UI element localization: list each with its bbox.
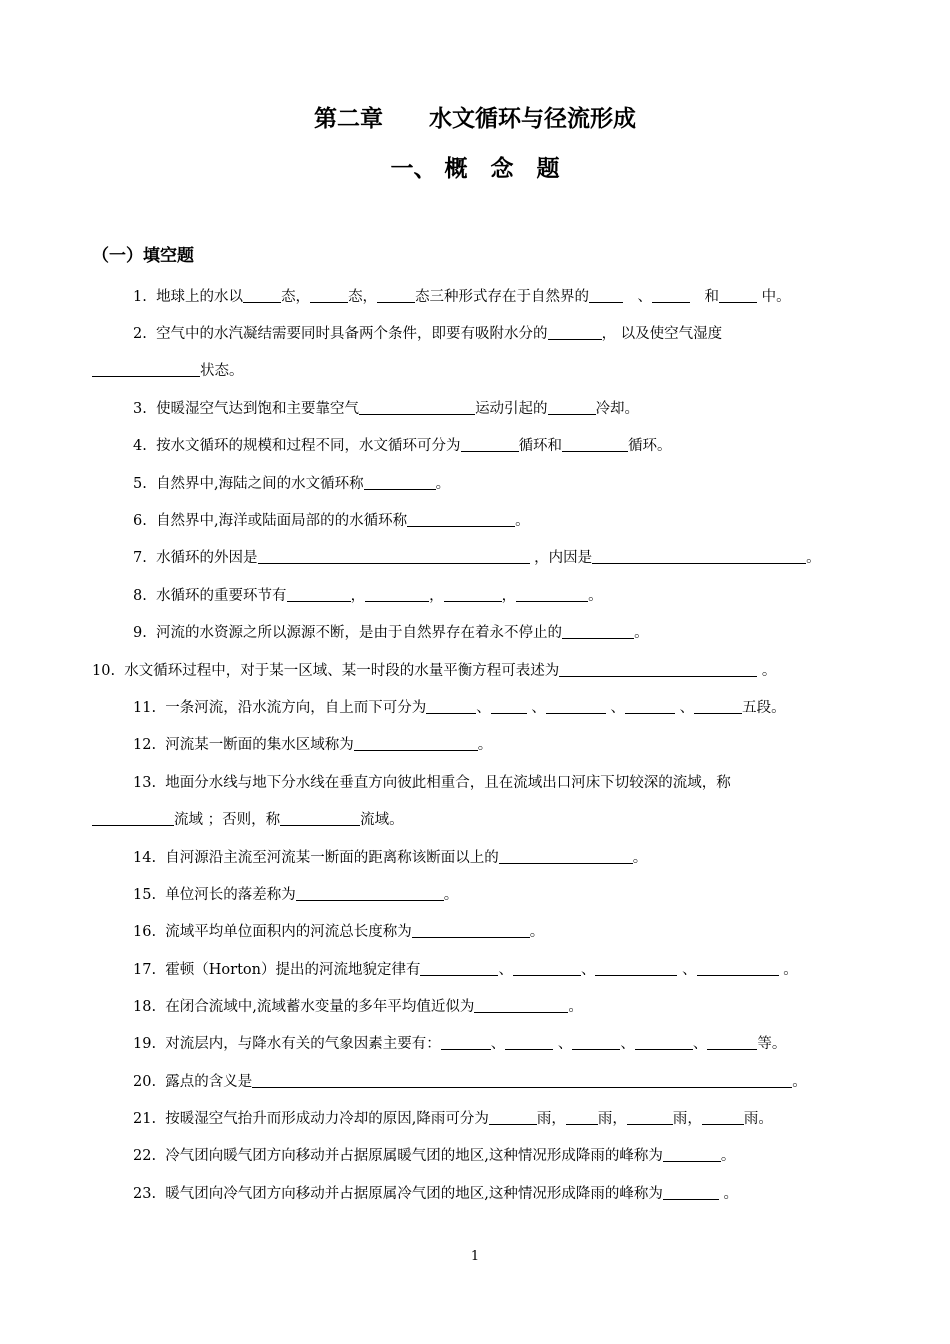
- question-item: [133, 474, 450, 494]
- answer-blank[interactable]: [444, 587, 502, 602]
- answer-blank[interactable]: [513, 961, 581, 976]
- question-text: 水循环的重要环节有: [156, 588, 287, 604]
- answer-blank[interactable]: [589, 288, 623, 303]
- question-text: 状态。: [200, 363, 244, 379]
- question-text: 流域平均单位面积内的河流总长度称为: [165, 924, 412, 940]
- answer-blank[interactable]: [412, 923, 530, 938]
- question-item: [133, 324, 722, 344]
- question-text: 冷却。: [595, 401, 640, 417]
- answer-blank[interactable]: [287, 587, 351, 602]
- question-text: 雨，: [597, 1111, 627, 1127]
- answer-blank[interactable]: [489, 1110, 537, 1125]
- question-text: 态，: [348, 289, 378, 305]
- question-text: 按水文循环的规模和过程不同，水文循环可分为: [156, 438, 461, 454]
- question-item: [133, 922, 544, 942]
- question-item: [133, 287, 791, 307]
- question-number: 19.: [133, 1036, 157, 1052]
- question-text: 。: [634, 625, 649, 641]
- answer-blank[interactable]: [548, 400, 596, 415]
- question-number: 13.: [133, 775, 157, 791]
- answer-blank[interactable]: [562, 437, 628, 452]
- question-number: 14.: [133, 850, 157, 866]
- question-item: [133, 1072, 807, 1092]
- question-text: 。: [529, 924, 545, 940]
- question-number: 23.: [133, 1186, 157, 1202]
- answer-blank[interactable]: [474, 998, 568, 1013]
- question-text: 运动引起的: [475, 401, 548, 417]
- question-item: [133, 1146, 735, 1166]
- question-item: [92, 661, 776, 681]
- answer-blank[interactable]: [697, 961, 779, 976]
- question-number: 6.: [133, 513, 147, 529]
- question-number: 1.: [133, 289, 147, 305]
- answer-blank[interactable]: [562, 624, 634, 639]
- answer-blank[interactable]: [252, 1073, 792, 1088]
- question-text: 露点的含义是: [165, 1074, 253, 1090]
- question-item: [133, 623, 649, 643]
- question-text: 冷气团向暖气团方向移动并占据原属暖气团的地区,这种情况形成降雨的峰称为: [165, 1148, 663, 1164]
- answer-blank[interactable]: [694, 699, 742, 714]
- page-number: 1: [470, 1249, 480, 1264]
- question-number: 11.: [133, 700, 157, 716]
- answer-blank[interactable]: [364, 475, 436, 490]
- question-text: 态，: [281, 289, 311, 305]
- question-text: 和: [690, 289, 720, 305]
- answer-blank[interactable]: [702, 1110, 744, 1125]
- question-text: 河流某一断面的集水区域称为: [165, 737, 354, 753]
- answer-blank[interactable]: [359, 400, 475, 415]
- question-text: 五段。: [742, 700, 786, 716]
- question-text: 。: [720, 1148, 736, 1164]
- question-text: ，: [350, 588, 366, 604]
- question-number: 2.: [133, 326, 147, 342]
- question-text: 、: [580, 962, 596, 978]
- question-text: 一条河流，沿水流方向，自上而下可分为: [165, 700, 427, 716]
- question-text: 河流的水资源之所以源源不断，是由于自然界存在着永不停止的: [156, 625, 563, 641]
- question-item: [133, 1109, 773, 1129]
- answer-blank[interactable]: [625, 699, 675, 714]
- question-text: 雨，: [672, 1111, 702, 1127]
- chapter-title: 第二章 水文循环与径流形成: [314, 106, 636, 132]
- question-item: [92, 810, 404, 830]
- question-text: 、: [498, 962, 513, 978]
- question-item: [133, 773, 731, 793]
- question-item: [133, 698, 786, 718]
- question-text: 地球上的水以: [156, 289, 244, 305]
- question-text: 地面分水线与地下分水线在垂直方向彼此相重合，且在流域出口河床下切较深的流域，称: [165, 775, 731, 791]
- answer-blank[interactable]: [635, 1035, 693, 1050]
- answer-blank[interactable]: [663, 1185, 719, 1200]
- answer-blank[interactable]: [243, 288, 281, 303]
- question-item: [133, 885, 458, 905]
- answer-blank[interactable]: [426, 699, 476, 714]
- question-text: 。: [632, 850, 648, 866]
- question-text: ，内因是: [529, 550, 593, 566]
- question-text: 、: [526, 700, 546, 716]
- section-title: 一、 概 念 题: [390, 156, 560, 182]
- answer-blank[interactable]: [592, 549, 806, 564]
- question-number: 5.: [133, 476, 147, 492]
- question-item: [92, 361, 244, 381]
- question-text: 暖气团向冷气团方向移动并占据原属冷气团的地区,这种情况形成降雨的峰称为: [165, 1186, 663, 1202]
- answer-blank[interactable]: [572, 1035, 620, 1050]
- question-text: 、: [605, 700, 625, 716]
- answer-blank[interactable]: [566, 1110, 598, 1125]
- question-text: 、: [692, 1036, 708, 1052]
- answer-blank[interactable]: [491, 699, 527, 714]
- question-text: 霍顿（Horton）提出的河流地貌定律有: [165, 962, 421, 978]
- answer-blank[interactable]: [595, 961, 677, 976]
- answer-blank[interactable]: [377, 288, 415, 303]
- question-text: 、: [675, 700, 695, 716]
- question-text: 、: [476, 700, 491, 716]
- question-text: 等。: [757, 1036, 787, 1052]
- question-number: 7.: [133, 550, 147, 566]
- answer-blank[interactable]: [627, 1110, 673, 1125]
- question-number: 3.: [133, 401, 147, 417]
- answer-blank[interactable]: [499, 849, 633, 864]
- question-text: 、: [553, 1036, 573, 1052]
- answer-blank[interactable]: [296, 886, 444, 901]
- answer-blank[interactable]: [516, 587, 588, 602]
- question-text: 自然界中,海洋或陆面局部的的水循环称: [156, 513, 408, 529]
- question-number: 16.: [133, 924, 157, 940]
- answer-blank[interactable]: [719, 288, 757, 303]
- answer-blank[interactable]: [420, 961, 498, 976]
- question-item: [133, 399, 639, 419]
- answer-blank[interactable]: [407, 512, 515, 527]
- question-text: 中。: [757, 289, 791, 305]
- question-text: 。: [792, 1074, 807, 1090]
- answer-blank[interactable]: [461, 437, 519, 452]
- question-text: 水循环的外因是: [156, 550, 258, 566]
- question-number: 18.: [133, 999, 157, 1015]
- answer-blank[interactable]: [652, 288, 690, 303]
- answer-blank[interactable]: [258, 549, 530, 564]
- question-text: 空气中的水汽凝结需要同时具备两个条件，即要有吸附水分的: [156, 326, 548, 342]
- question-number: 21.: [133, 1111, 157, 1127]
- question-text: 单位河长的落差称为: [165, 887, 296, 903]
- question-number: 22.: [133, 1148, 157, 1164]
- question-number: 10.: [92, 663, 116, 679]
- question-text: 流域。: [360, 812, 404, 828]
- answer-blank[interactable]: [280, 811, 360, 826]
- answer-blank[interactable]: [441, 1035, 491, 1050]
- question-number: 20.: [133, 1074, 157, 1090]
- question-item: [133, 735, 492, 755]
- question-text: 。: [515, 513, 530, 529]
- answer-blank[interactable]: [663, 1147, 721, 1162]
- question-item: [133, 960, 798, 980]
- question-item: [133, 511, 530, 531]
- question-item: [133, 848, 647, 868]
- answer-blank[interactable]: [546, 699, 606, 714]
- question-text: 态三种形式存在于自然界的: [415, 289, 590, 305]
- answer-blank[interactable]: [92, 362, 200, 377]
- question-item: [133, 548, 821, 568]
- answer-blank[interactable]: [365, 587, 429, 602]
- answer-blank[interactable]: [354, 736, 478, 751]
- question-text: ，: [501, 588, 517, 604]
- question-text: 自河源沿主流至河流某一断面的距离称该断面以上的: [165, 850, 499, 866]
- question-text: 、: [677, 962, 697, 978]
- answer-blank[interactable]: [310, 288, 348, 303]
- question-text: ，: [429, 588, 444, 604]
- question-text: 、: [620, 1036, 635, 1052]
- question-text: ， 以及使空气湿度: [601, 326, 723, 342]
- question-number: 9.: [133, 625, 147, 641]
- question-item: [133, 586, 603, 606]
- answer-blank[interactable]: [707, 1035, 757, 1050]
- subsection-title: （一）填空题: [92, 246, 194, 266]
- question-item: [133, 997, 583, 1017]
- question-item: [133, 436, 672, 456]
- question-text: 自然界中,海陆之间的水文循环称: [156, 476, 364, 492]
- question-text: 循环。: [628, 438, 672, 454]
- question-number: 8.: [133, 588, 147, 604]
- question-text: 。: [443, 887, 459, 903]
- question-text: 雨。: [743, 1111, 773, 1127]
- question-text: 。: [778, 962, 798, 978]
- question-text: 。: [435, 476, 451, 492]
- question-item: [133, 1184, 738, 1204]
- question-number: 15.: [133, 887, 157, 903]
- question-text: 循环和: [518, 438, 563, 454]
- question-text: 。: [588, 588, 603, 604]
- answer-blank[interactable]: [559, 662, 757, 677]
- question-text: 流域 ；否则，称: [174, 812, 281, 828]
- question-text: 。: [806, 550, 821, 566]
- question-number: 12.: [133, 737, 157, 753]
- question-text: 、: [490, 1036, 506, 1052]
- question-text: 。: [757, 663, 777, 679]
- question-text: 水文循环过程中，对于某一区域、某一时段的水量平衡方程可表述为: [124, 663, 560, 679]
- answer-blank[interactable]: [548, 325, 602, 340]
- question-text: 使暖湿空气达到饱和主要靠空气: [156, 401, 360, 417]
- question-number: 4.: [133, 438, 147, 454]
- question-item: [133, 1034, 786, 1054]
- question-text: 、: [623, 289, 653, 305]
- answer-blank[interactable]: [92, 811, 174, 826]
- question-text: 。: [718, 1186, 738, 1202]
- question-number: 17.: [133, 962, 157, 978]
- question-text: 对流层内，与降水有关的气象因素主要有：: [165, 1036, 441, 1052]
- question-text: 。: [477, 737, 493, 753]
- question-text: 。: [568, 999, 583, 1015]
- question-text: 雨，: [536, 1111, 566, 1127]
- question-text: 在闭合流域中,流域蓄水变量的多年平均值近似为: [165, 999, 475, 1015]
- question-text: 按暖湿空气抬升而形成动力冷却的原因,降雨可分为: [165, 1111, 489, 1127]
- answer-blank[interactable]: [505, 1035, 553, 1050]
